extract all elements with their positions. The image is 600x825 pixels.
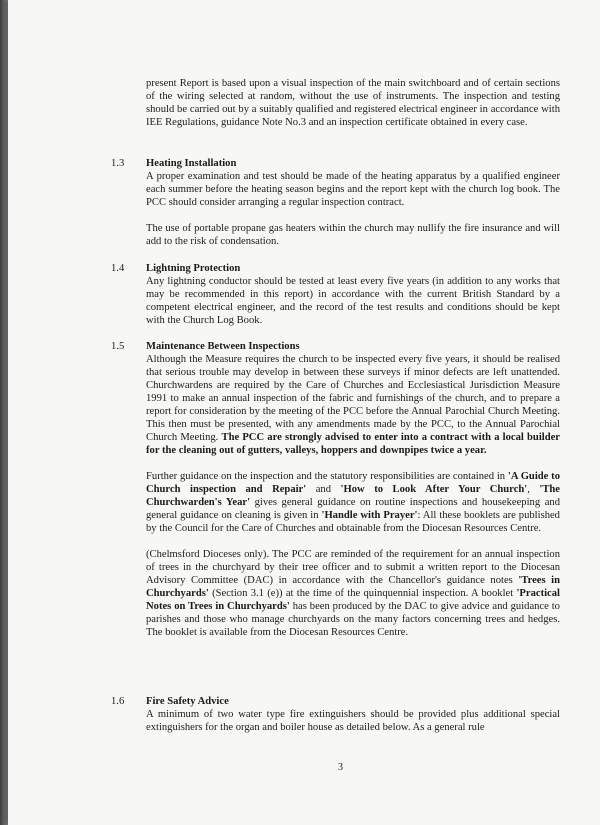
guidance-text-f: : All these booklets are published by the Council for the Care of Churches and obtainable from the Diocesan Resources Centre. bbox=[146, 510, 560, 534]
trees-title-2: 'Practical Notes on Trees in Churchyards' bbox=[146, 588, 560, 612]
guidance-title-1: 'A Guide to Church inspection and Repair' bbox=[146, 471, 560, 495]
maintenance-paragraph-1 bbox=[146, 353, 560, 457]
trees-text-d: has been produced by the DAC to give advice and guidance to parishes and those who manage churchyards on the many factors concerning trees and hedges. The booklet is available from the Diocesan Resources Centre. bbox=[146, 601, 560, 638]
maintenance-paragraph-3 bbox=[146, 548, 560, 639]
intro-text: present Report is based upon a visual inspection of the main switchboard and of certain sections of the wiring selected at random, without the use of instruments. The inspection and testing should be carried out by a suitably qualified and registered electrical engineer in accordance with IEE Regulations, guidance Note No.3 and an inspection certificate obtained in every case. bbox=[146, 78, 560, 128]
section-heading-lightning: Lightning Protection bbox=[146, 263, 241, 274]
fire-safety-paragraph-1: A minimum of two water type fire extinguishers should be provided plus additional special extinguishers for the organ and boiler house as detailed below. As a general rule bbox=[146, 709, 560, 733]
section-number-1-5: 1.5 bbox=[111, 341, 125, 352]
section-number-1-6: 1.6 bbox=[111, 696, 125, 707]
lightning-paragraph-1: Any lightning conductor should be tested at least every five years (in addition to any works that may be recommended in this report) in accordance with the current British Standard by a competent electrical engineer, and the record of the test results and conditions should be kept with the Church Log Book. bbox=[146, 276, 560, 326]
maintenance-p1-text: Although the Measure requires the church to be inspected every five years, it should be realised that serious trouble may develop in between these surveys if minor defects are left unattended. Churchwardens are required by the Care of Churches and Ecclesiastical Jurisdiction Measure 1991 to make an annual inspection of the fabric and furnishings of the church, and to prepare a report for consideration by the meeting of the PCC before the Annual Parochial Church Meeting. This then must be presented, with any amendments made by the PCC, to the Annual Parochial Church Meeting. bbox=[146, 354, 560, 443]
heating-paragraph-2: The use of portable propane gas heaters within the church may nullify the fire insurance and will add to the risk of condensation. bbox=[146, 223, 560, 247]
section-1-3 bbox=[146, 157, 560, 248]
guidance-title-3: 'The Churchwarden's Year' bbox=[146, 484, 561, 508]
heating-paragraph-1: A proper examination and test should be made of the heating apparatus by a qualified engineer each summer before the heating season begins and the report kept with the church log book. The PCC should consider arranging a regular inspection contract. bbox=[146, 171, 560, 208]
section-number-1-4: 1.4 bbox=[111, 263, 125, 274]
guidance-text-d: , bbox=[527, 484, 540, 495]
guidance-title-2: 'How to Look After Your Church' bbox=[340, 484, 528, 495]
section-number-1-3: 1.3 bbox=[111, 158, 125, 169]
intro-paragraph bbox=[146, 77, 560, 129]
guidance-title-4: 'Handle with Prayer' bbox=[321, 510, 418, 521]
scan-edge bbox=[0, 0, 8, 825]
section-heading-maintenance: Maintenance Between Inspections bbox=[146, 341, 300, 352]
section-1-5 bbox=[146, 340, 560, 639]
section-1-4 bbox=[146, 262, 560, 327]
guidance-text-e: gives general guidance on routine inspections and housekeeping and general guidance on cleaning is given in bbox=[146, 497, 560, 521]
section-heading-heating: Heating Installation bbox=[146, 158, 237, 169]
section-heading-fire-safety: Fire Safety Advice bbox=[146, 696, 229, 707]
guidance-text-a: Further guidance on the inspection and the statutory responsibilities are contained in bbox=[146, 471, 508, 482]
trees-title-1: 'Trees in Churchyards' bbox=[146, 575, 561, 599]
section-1-6 bbox=[146, 695, 560, 734]
page-number: 3 bbox=[338, 762, 343, 773]
maintenance-paragraph-2 bbox=[146, 470, 560, 535]
guidance-text-c: and bbox=[306, 484, 341, 495]
maintenance-p1-bold: The PCC are strongly advised to enter into a contract with a local builder for the cleaning out of gutters, valleys, hoppers and downpipes twice a year. bbox=[146, 432, 561, 456]
trees-text-c: (Section 3.1 (e)) at the time of the quinquennial inspection. A booklet bbox=[208, 588, 517, 599]
trees-text-a: (Chelmsford Dioceses only). The PCC are reminded of the requirement for an annual inspection of trees in the churchyard by their tree officer and to submit a written report to the Diocesan Advisory Committee (DAC) in accordance with the Chancellor's guidance notes bbox=[146, 549, 560, 586]
